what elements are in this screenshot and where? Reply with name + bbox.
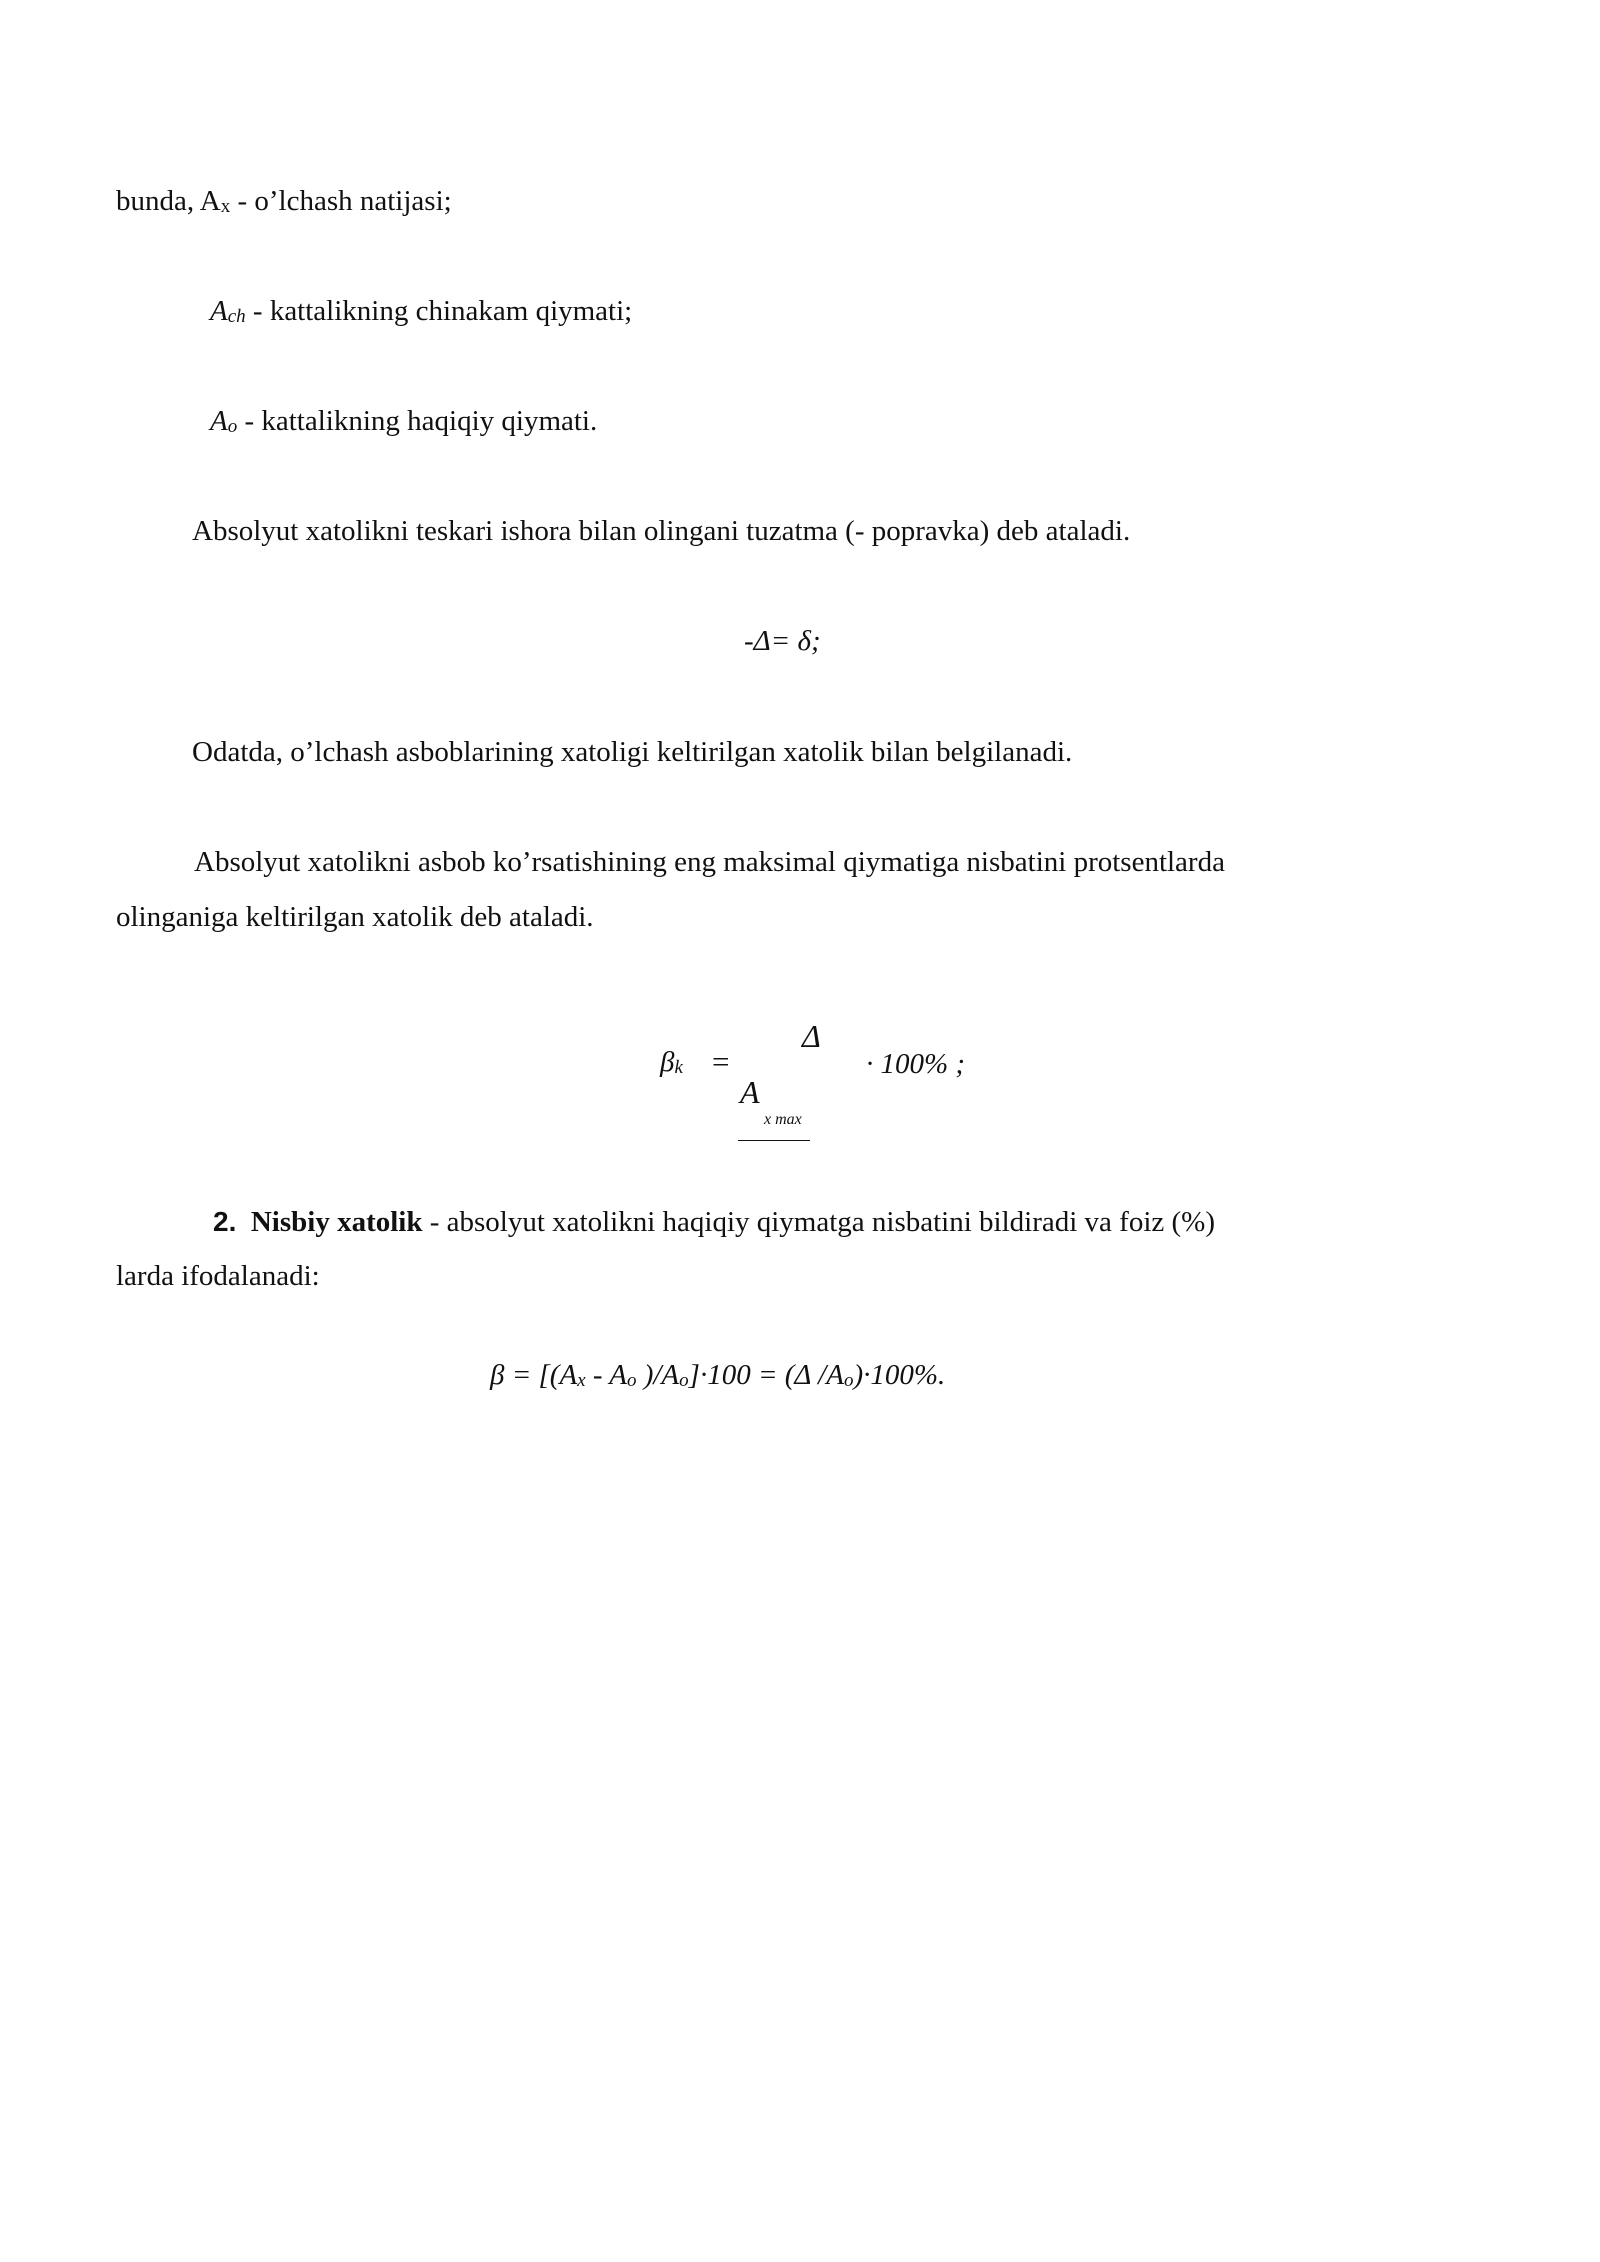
definition-ach-symbol: A <box>210 295 228 327</box>
section-number: 2. <box>213 1206 237 1237</box>
section-relative-error <box>213 1204 1215 1240</box>
formula-relative-error <box>490 1357 945 1397</box>
beta-subscript: k <box>674 1057 683 1078</box>
paragraph-reduced-error: Odatda, o’lchash asboblarining xatoligi keltirilgan xatolik bilan belgilanadi. <box>192 736 1073 768</box>
formula3-part4: ]·100 = (Δ /A <box>688 1359 844 1391</box>
formula-reduced-error-lhs <box>660 1044 683 1084</box>
formula-reduced-error-equals: = <box>712 1044 730 1079</box>
definition-ao-symbol: A <box>210 405 228 437</box>
paragraph-reduced-error-definition-line2: olinganiga keltirilgan xatolik deb ataladi. <box>116 901 594 933</box>
section-text: - absolyut xatolikni haqiqiy qiymatga nisbatini bildiradi va foiz (%) <box>422 1206 1215 1238</box>
definition-ach-text: - kattalikning chinakam qiymati; <box>245 295 633 327</box>
definition-ao-subscript: o <box>227 416 238 437</box>
section-term: Nisbiy xatolik <box>250 1206 423 1238</box>
definition-ao-text: - kattalikning haqiqiy qiymati. <box>237 405 598 437</box>
definition-ax-text: - o’lchash natijasi; <box>230 185 452 217</box>
definition-ax-lead: bunda, A <box>116 185 221 217</box>
definition-ach <box>210 293 632 333</box>
fraction-denominator-subscript: x max <box>764 1111 802 1128</box>
fraction-bar <box>738 1140 810 1141</box>
beta-symbol: β <box>660 1046 675 1078</box>
definition-ax-subscript: x <box>220 196 231 217</box>
formula3-sub2: o <box>626 1370 637 1391</box>
formula3-part3: )/A <box>636 1359 680 1391</box>
fraction-denominator: A <box>740 1074 760 1110</box>
fraction-numerator: Δ <box>802 1018 821 1054</box>
section-relative-error-continuation: larda ifodalanadi: <box>116 1260 320 1292</box>
definition-ao <box>210 403 597 443</box>
paragraph-correction: Absolyut xatolikni teskari ishora bilan olingani tuzatma (- popravka) deb ataladi. <box>192 515 1131 547</box>
definition-ach-subscript: ch <box>227 306 246 327</box>
definition-ax <box>116 183 452 223</box>
formula3-part2: - A <box>585 1359 627 1391</box>
formula-reduced-error-rhs: · 100% ; <box>866 1048 966 1080</box>
formula3-part5: )·100%. <box>853 1359 946 1391</box>
formula3-part1: β = [(A <box>490 1359 578 1391</box>
formula3-sub4: o <box>843 1370 854 1391</box>
formula3-sub1: x <box>577 1370 586 1391</box>
formula3-sub3: o <box>679 1370 689 1391</box>
formula-correction: -Δ= δ; <box>744 625 821 657</box>
paragraph-reduced-error-definition-line1: Absolyut xatolikni asbob ko’rsatishining eng maksimal qiymatiga nisbatini protsentlarda <box>194 846 1225 878</box>
